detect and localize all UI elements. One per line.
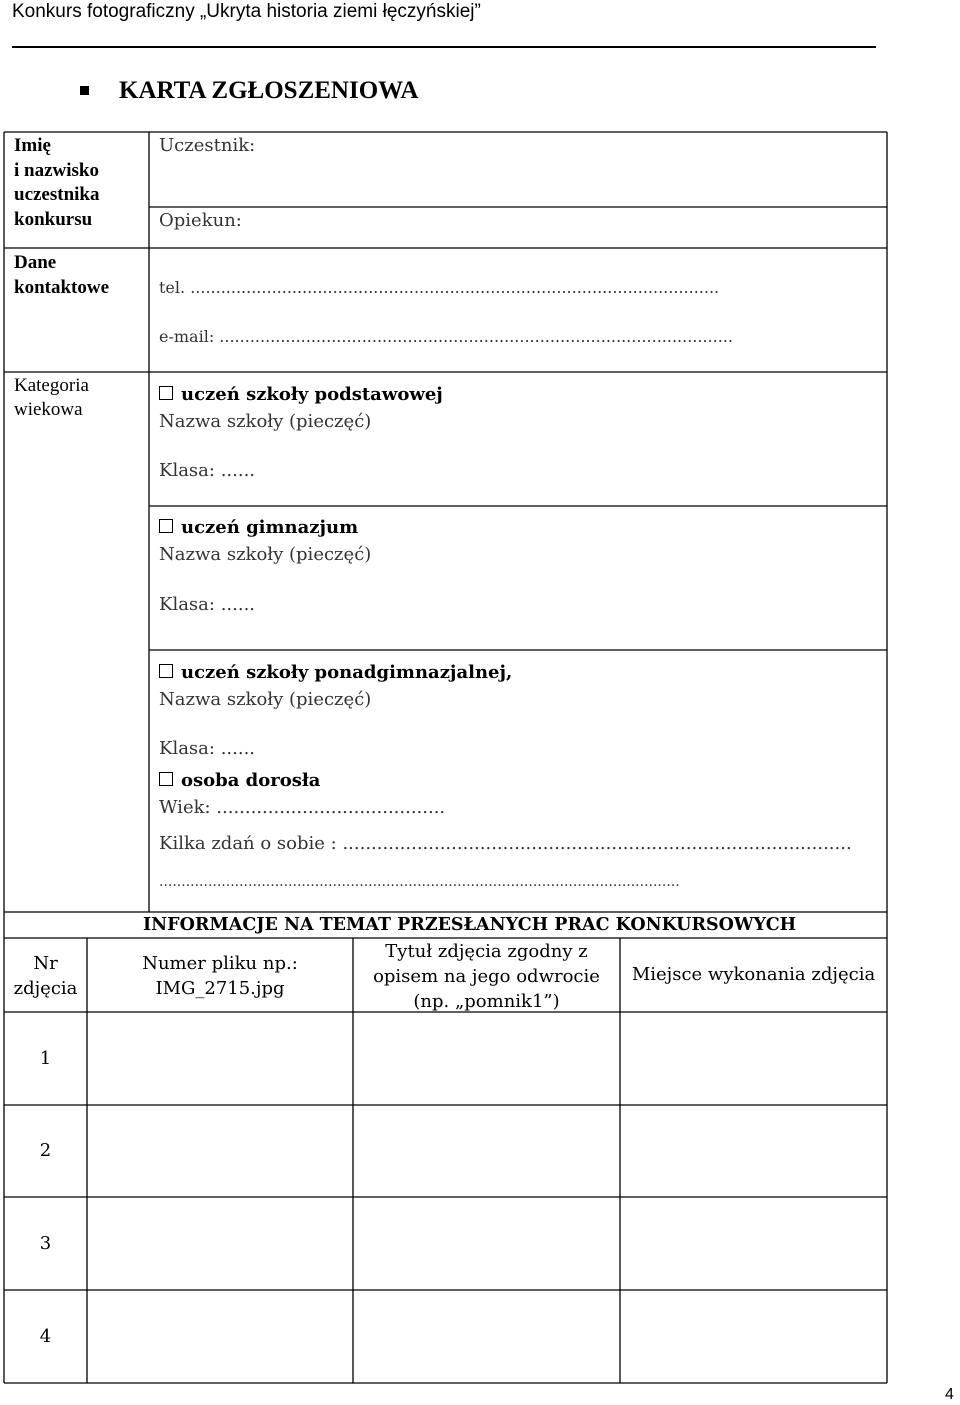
checkbox-icon[interactable] xyxy=(159,772,173,786)
age-category-label: Kategoria wiekowa xyxy=(14,375,89,420)
class-field[interactable]: Klasa: ...... xyxy=(159,738,256,759)
school-name-field[interactable]: Nazwa szkoły (pieczęć) xyxy=(159,689,372,710)
column-header-photo-title: Tytuł zdjęcia zgodny z opisem na jego odwrocie (np. „pomnik1”) xyxy=(373,941,600,1012)
contest-title: Konkurs fotograficzny „Ukryta historia ziemi łęczyńskiej” xyxy=(12,1,481,22)
age-field[interactable]: Wiek: ........................................ xyxy=(159,797,446,818)
phone-field[interactable]: tel. ........................................................................................................ xyxy=(159,278,720,297)
category-primary-school[interactable]: uczeń szkoły podstawowej xyxy=(159,383,443,407)
checkbox-icon[interactable] xyxy=(159,664,173,678)
school-name-field[interactable]: Nazwa szkoły (pieczęć) xyxy=(159,411,372,432)
row-number: 3 xyxy=(39,1233,52,1254)
class-field[interactable]: Klasa: ...... xyxy=(159,594,256,615)
form-title-text: KARTA ZGŁOSZENIOWA xyxy=(119,77,419,104)
about-field[interactable]: Kilka zdań o sobie : ......................................................................................... xyxy=(159,833,852,854)
contact-label: Dane kontaktowe xyxy=(14,252,110,298)
category-high-school[interactable]: uczeń szkoły ponadgimnazjalnej, xyxy=(159,661,512,685)
checkbox-icon[interactable] xyxy=(159,386,173,400)
row-number: 2 xyxy=(39,1140,52,1161)
checkbox-icon[interactable] xyxy=(159,519,173,533)
row-number: 1 xyxy=(39,1048,52,1069)
email-field[interactable]: e-mail: ..................................................................................................... xyxy=(159,327,733,346)
category-adult[interactable]: osoba dorosła xyxy=(159,769,320,793)
column-header-photo-number: Nr zdjęcia xyxy=(13,953,78,999)
participant-field[interactable]: Uczestnik: xyxy=(159,135,256,156)
about-field-continuation[interactable]: ..................................................................................................................... xyxy=(159,874,680,890)
school-name-field[interactable]: Nazwa szkoły (pieczęć) xyxy=(159,544,372,565)
row-number: 4 xyxy=(39,1326,52,1347)
page-number: 4 xyxy=(945,1386,954,1403)
works-heading: INFORMACJE NA TEMAT PRZESŁANYCH PRAC KONKURSOWYCH xyxy=(143,915,797,935)
participant-name-label: Imię i nazwisko uczestnika konkursu xyxy=(14,135,100,230)
column-header-file-name: Numer pliku np.: IMG_2715.jpg xyxy=(142,953,298,999)
class-field[interactable]: Klasa: ...... xyxy=(159,460,256,481)
column-header-photo-location: Miejsce wykonania zdjęcia xyxy=(631,964,876,985)
category-middle-school[interactable]: uczeń gimnazjum xyxy=(159,516,358,540)
guardian-field[interactable]: Opiekun: xyxy=(159,210,242,231)
